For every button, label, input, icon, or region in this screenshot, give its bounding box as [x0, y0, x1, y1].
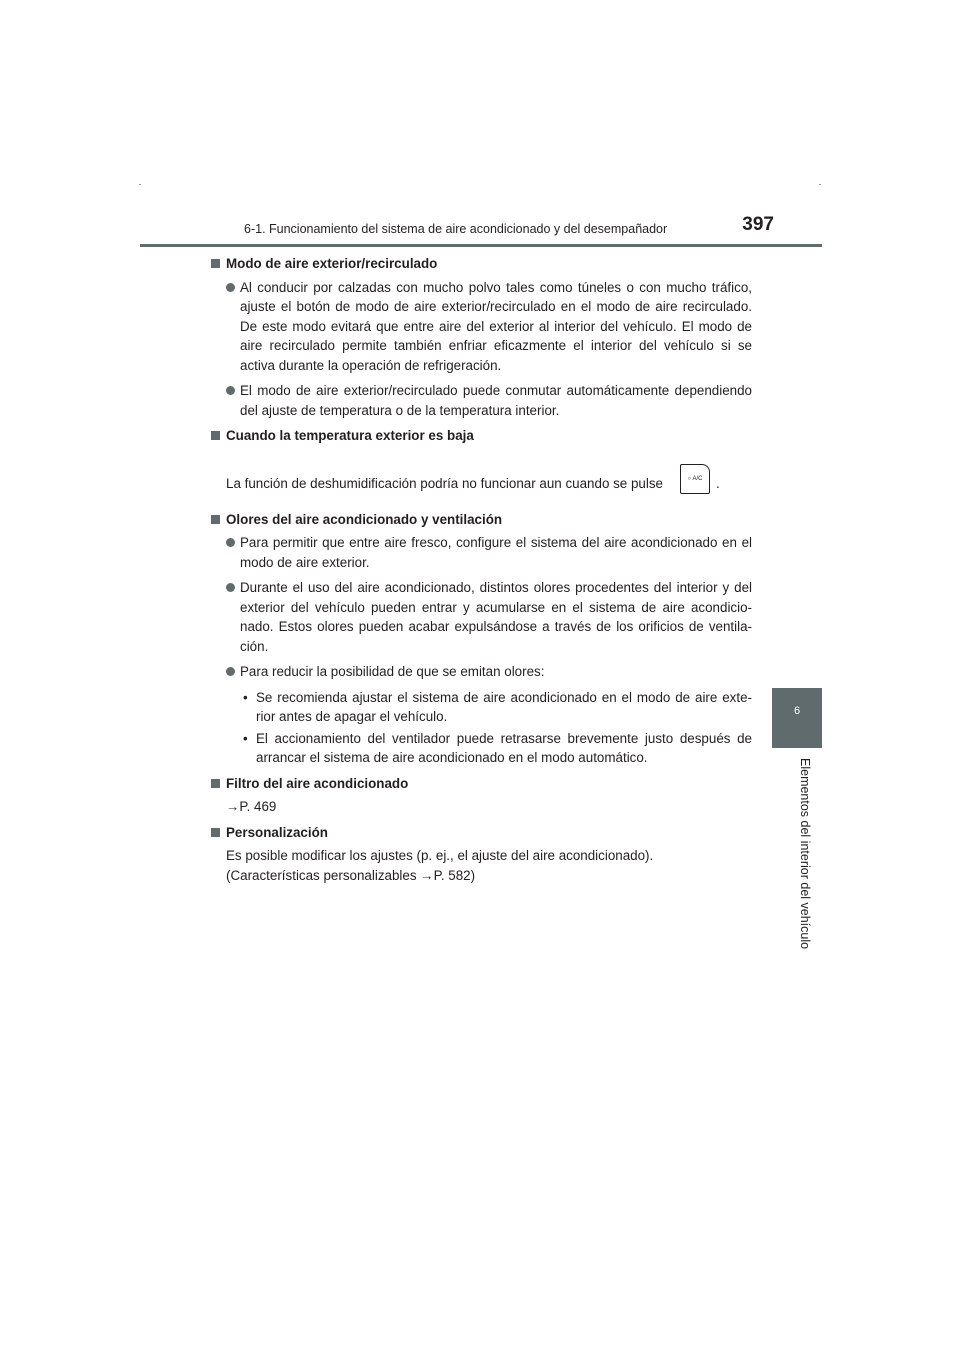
bullet-text: Durante el uso del aire acondicionado, distintos olores procedentes del interior y del exterior del vehículo pueden entrar y acumularse en el sistema de aire acondicio-nado. Estos olores pueden acabar expulsándose a través de los orificios de ventila-ción.	[240, 580, 752, 654]
section-heading-filter	[210, 774, 752, 794]
page-content	[210, 254, 752, 891]
bullet-text: El modo de aire exterior/recirculado puede conmutar automáticamente dependiendo del ajuste de temperatura o de la temperatura interior.	[240, 383, 752, 418]
sub-bullet-mark: •	[243, 730, 248, 746]
circle-bullet-icon	[226, 386, 235, 395]
crop-mark-right	[819, 184, 821, 185]
sub-item-text: Se recomienda ajustar el sistema de aire acondicionado en el modo de aire exte-rior antes de apagar el vehículo.	[256, 689, 752, 724]
heading-text: Olores del aire acondicionado y ventilación	[226, 511, 503, 527]
chapter-label: Elementos del interior del vehículo	[798, 758, 812, 950]
section-heading-low-temperature	[210, 426, 752, 446]
chapter-tab	[772, 688, 822, 748]
ac-button-icon: ○ A/C	[680, 464, 710, 494]
sub-item	[210, 729, 752, 768]
bullet-text: Para permitir que entre aire fresco, configure el sistema del aire acondicionado en el modo de aire exterior.	[240, 535, 752, 570]
section-heading-recirculation	[210, 254, 752, 274]
customization-text: Es posible modificar los ajustes (p. ej., el ajuste del aire acondicionado).	[226, 848, 654, 863]
bullet-text: Al conducir por calzadas con mucho polvo tales como túneles o con mucho tráfico, ajuste el botón de modo de aire exterior/recirculado en el modo de aire recirculado. De este modo evitará que entre aire del exterior al interior del vehículo. El modo de aire recirculado permite también enfriar eficazmente el interior del vehículo si se activa durante la operación de refrigeración.	[240, 279, 752, 373]
square-bullet-icon	[211, 515, 220, 524]
ac-note-period: .	[716, 475, 720, 491]
square-bullet-icon	[211, 431, 220, 440]
square-bullet-icon	[211, 828, 220, 837]
circle-bullet-icon	[226, 583, 235, 592]
page-header	[140, 214, 822, 246]
header-title: 6-1. Funcionamiento del sistema de aire acondicionado y del desempañador	[244, 222, 668, 236]
square-bullet-icon	[211, 259, 220, 268]
bullet-item	[210, 533, 752, 572]
section-heading-odors	[210, 510, 752, 530]
ac-note	[210, 464, 752, 498]
circle-bullet-icon	[226, 283, 235, 292]
crop-mark-left	[139, 184, 141, 185]
circle-bullet-icon	[226, 667, 235, 676]
sub-bullet-mark: •	[243, 689, 248, 705]
page-number: 397	[742, 214, 774, 235]
chapter-number: 6	[793, 705, 801, 717]
heading-text: Modo de aire exterior/recirculado	[226, 256, 438, 271]
bullet-item	[210, 381, 752, 420]
section-heading-customization	[210, 823, 752, 843]
ac-note-text: La función de deshumidificación podría no funcionar aun cuando se pulse	[226, 475, 663, 491]
page-reference-link[interactable]: →P. 469	[226, 799, 277, 814]
square-bullet-icon	[211, 779, 220, 788]
bullet-text: Para reducir la posibilidad de que se emitan olores:	[240, 664, 545, 679]
bullet-item	[210, 278, 752, 376]
header-rule	[140, 244, 822, 247]
bullet-item	[210, 662, 752, 682]
heading-text: Cuando la temperatura exterior es baja	[226, 428, 474, 443]
bullet-item	[210, 578, 752, 656]
circle-bullet-icon	[226, 538, 235, 547]
heading-text: Personalización	[226, 824, 328, 840]
customization-reference[interactable]: (Características personalizables →P. 582)	[226, 867, 476, 883]
sub-item-text: El accionamiento del ventilador puede retrasarse brevemente justo después de arrancar el sistema de aire acondicionado en el modo automático.	[256, 730, 752, 765]
heading-text: Filtro del aire acondicionado	[226, 775, 409, 791]
sub-item	[210, 688, 752, 727]
